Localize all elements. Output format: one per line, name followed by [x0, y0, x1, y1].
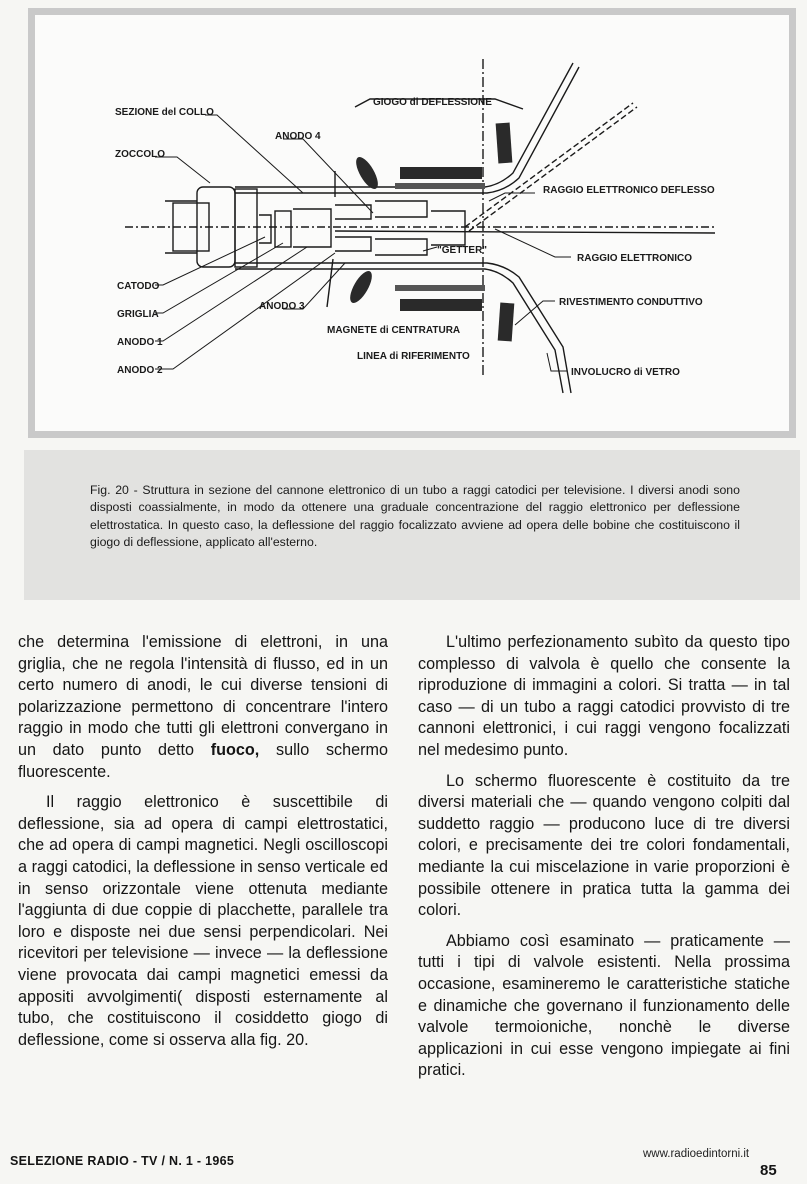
magnet-ring-lower: [346, 268, 376, 306]
grid: [275, 211, 291, 247]
label-anode-4: ANODO 4: [275, 131, 321, 142]
right-column: [418, 632, 790, 1091]
label-conductive-coating: RIVESTIMENTO CONDUTTIVO: [559, 297, 703, 308]
figure-caption: Fig. 20 - Struttura in sezione del cannone elettronico di un tubo a raggi catodici per televisione. I diversi anodi sono disposti coassialmente, in modo da ottenere una graduale concentrazione del raggio elettronico per deflessione elettrostatica. In questo caso, la deflessione del raggio focalizzato avviene ad opera delle bobine che costituiscono il giogo di deflessione, applicato all'esterno.: [90, 483, 740, 550]
term-fuoco: fuoco,: [210, 740, 260, 759]
anode-4: [431, 211, 465, 245]
label-anode-2: ANODO 2: [117, 365, 163, 376]
label-yoke: GIOGO di DEFLESSIONE: [373, 97, 492, 108]
left-column: [18, 632, 388, 1060]
label-socket: ZOCCOLO: [115, 149, 165, 160]
label-anode-1: ANODO 1: [117, 337, 163, 348]
left-paragraph-1: [18, 632, 388, 783]
left-paragraph-2: Il raggio elettronico è suscettibile di deflessione, sia ad opera di campi elettrostatici, che ad opera di campi magnetici. Negli oscilloscopi a raggi catodici, la deflessione in senso verticale ed in senso orizzontale viene ottenuta mediante l'aggiunta di due coppie di placchette, parallele tra loro e disposte nei due sensi perpendicolari. Nei ricevitori per televisione — invece — la deflessione viene provocata dai campi magnetici emessi da appositi avvolgimenti( disposti esternamente al tubo, che costituiscono il cosiddetto giogo di deflessione, come si osserva alla fig. 20.: [18, 793, 388, 1049]
centering-magnet-bottom: [327, 259, 333, 307]
crt-gun-diagram: [35, 15, 789, 431]
deflection-yoke-upper: [400, 167, 482, 179]
text-run: che determina l'emissione di elettroni, in una griglia, che ne regola l'intensità di flusso, ed in un certo numero di anodi, le cui diverse tensioni di polarizzazione permettono di concentrare l'intero raggio in modo che tutti gli elettroni convergano in un dato punto detto: [18, 633, 388, 759]
website-watermark: www.radioedintorni.it: [643, 1148, 750, 1160]
label-centering-magnet: MAGNETE di CENTRATURA: [327, 325, 461, 336]
anode-3: [375, 201, 427, 255]
right-paragraph-2: Lo schermo fluorescente è costituito da tre diversi materiali che — quando vengono colpiti dal suddetto raggio — producono luce di tre diversi colori, e precisamente dei tre colori fondamentali, mediante la cui miscelazione in varie proporzioni è possibile ottenere in pratica tutta la gamma dei colori.: [418, 771, 790, 920]
label-cathode: CATODO: [117, 281, 160, 292]
anode-2: [335, 205, 371, 251]
label-glass-envelope: INVOLUCRO di VETRO: [571, 367, 680, 378]
figure-frame: [28, 8, 796, 438]
page-number: 85: [760, 1162, 777, 1179]
label-reference-line: LINEA di RIFERIMENTO: [357, 351, 470, 362]
deflection-yoke-lower: [400, 299, 482, 311]
label-anode-3: ANODO 3: [259, 301, 305, 312]
right-paragraph-1: L'ultimo perfezionamento subìto da questo tipo complesso di valvola è quello che consente la riproduzione di immagini a colori. Si tratta — in tal caso — di un tubo a raggi catodici provvisto di tre cannoni elettronici, i cui raggi vengono focalizzati nel medesimo punto.: [418, 633, 790, 759]
caption-box: [24, 450, 800, 600]
text-run: sullo schermo fluorescente.: [18, 740, 389, 781]
magazine-issue: SELEZIONE RADIO - TV / N. 1 - 1965: [10, 1154, 235, 1168]
yoke-block-lower: [498, 303, 515, 342]
label-getter: "GETTER": [437, 245, 488, 256]
anode-1: [293, 209, 331, 247]
label-deflected-beam: RAGGIO ELETTRONICO DEFLESSO: [543, 185, 715, 196]
label-grid: GRIGLIA: [117, 309, 159, 320]
label-neck-section: SEZIONE del COLLO: [115, 107, 214, 118]
right-paragraph-3: Abbiamo così esaminato — praticamente — tutti i tipi di valvole esistenti. Nella prossima occasione, esamineremo le caratteristiche statiche e dinamiche che governano il funzionamento delle valvole termoioniche, nonchè le diverse applicazioni in cui esse vengono impiegate ai fini pratici.: [418, 931, 790, 1080]
label-beam: RAGGIO ELETTRONICO: [577, 253, 692, 264]
yoke-block-upper: [496, 123, 513, 164]
